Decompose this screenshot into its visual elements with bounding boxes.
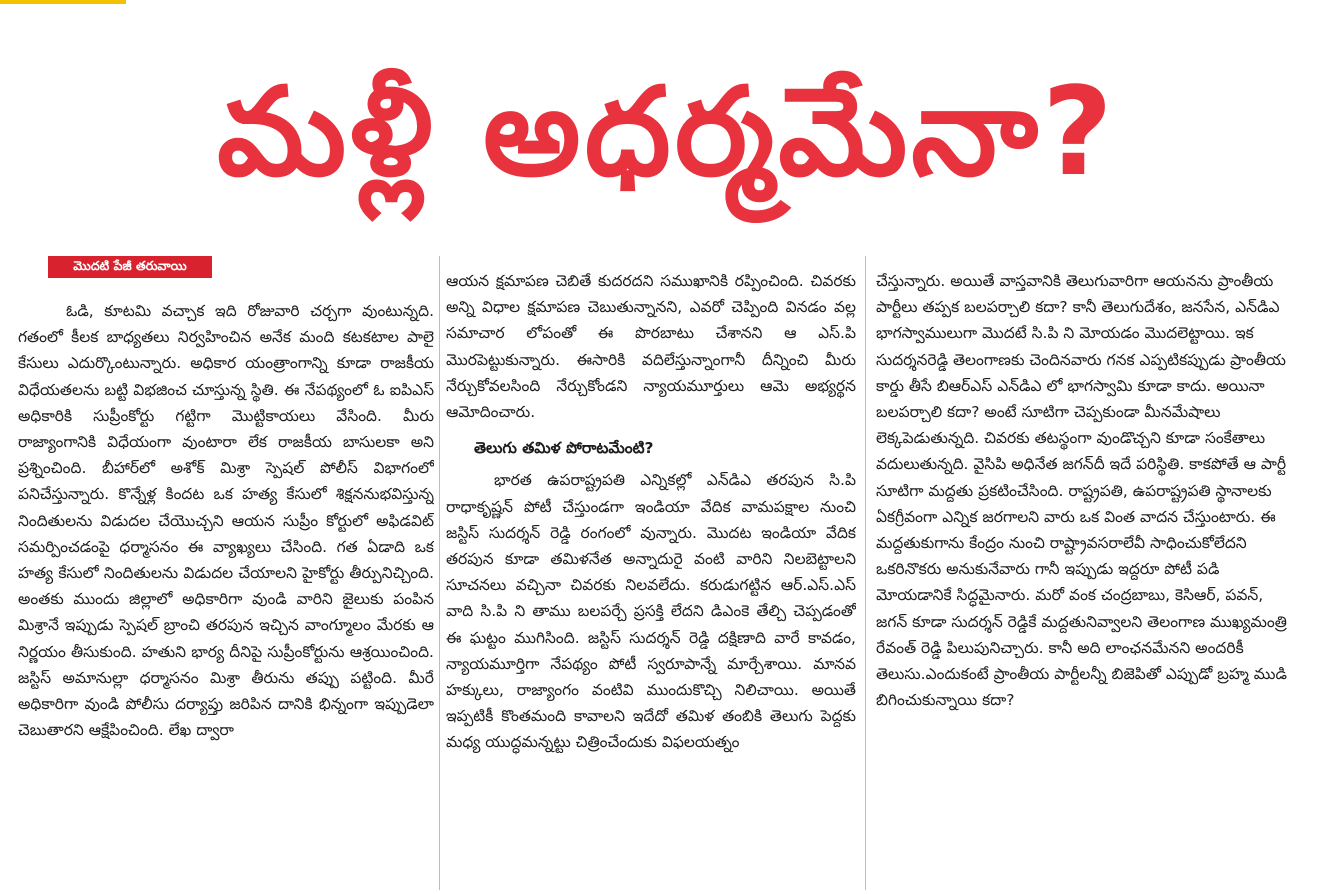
section-subheading: తెలుగు తమిళ పోరాటమేంటి? — [474, 439, 654, 458]
corner-tab — [0, 0, 126, 4]
column-1-paragraph: ఓడి, కూటమి వచ్చాక ఇది రోజువారి చర్చగా వుంటున్నది. గతంలో కీలక బాధ్యతలు నిర్వహించిన అనేక మంది కటకటాల పాలై కేసులు ఎదుర్కొంటున్నారు. అధికార యంత్రాంగాన్ని కూడా రాజకీయ విధేయతలను బట్టి విభజించ చూస్తున్న స్థితి. ఈ నేపథ్యంలో ఓ ఐపిఎస్ అధికారికి సుప్రీంకోర్టు గట్టిగా మొట్టికాయలు వేసింది. మీరు రాజ్యాంగానికి విధేయంగా వుంటారా లేక రాజకీయ బాసులకా అని ప్రశ్నించింది. బీహార్‌లో అశోక్ మిశ్రా స్పెషల్ పోలీస్ విభాగంలో పనిచేస్తున్నారు. కొన్నేళ్ల కిందట ఒక హత్య కేసులో శిక్షననుభవిస్తున్న నిందితులను విడుదల చేయొచ్చని ఆయన సుప్రీం కోర్టులో అఫిడవిట్ సమర్పించడంపై ధర్మాసనం ఈ వ్యాఖ్యలు చేసింది. గత ఏడాది ఒక హత్య కేసులో నిందితులను విడుదల చేయాలని హైకోర్టు తీర్పునిచ్చింది. అంతకు ముందు జిల్లాలో అధికారిగా వుండి వారిని జైలుకు పంపిన మిశ్రానే ఇప్పుడు స్పెషల్ బ్రాంచి తరపున ఇచ్చిన వాంగ్మూలం మేరకు ఆ నిర్ణయం తీసుకుంది. హతుని భార్య దీనిపై సుప్రీంకోర్టును ఆశ్రయించింది. జస్టిస్ అమానుల్లా ధర్మాసనం మిశ్రా తీరును తప్పు పట్టింది. మీరే అధికారిగా వుండి పోలీసు దర్యాప్తు జరిపిన దానికి భిన్నంగా ఇప్పుడెలా చెబుతారని ఆక్షేపించింది. లేఖ ద్వారా — [18, 302, 434, 740]
column-divider — [439, 256, 440, 890]
column-2-paragraph: భారత ఉపరాష్ట్రపతి ఎన్నికల్లో ఎన్‌డిఎ తరపున సి.పి రాధాకృష్ణన్ పోటీ చేస్తుండగా ఇండియా వేదిక వామపక్షాల నుంచి జస్టిస్ సుదర్శన్ రెడ్డి రంగంలో వున్నారు. మొదట ఇండియా వేదిక తరపున కూడా తమిళనేత అన్నాదురై వంటి వారిని నిలబెట్టాలని సూచనలు వచ్చినా చివరకు నిలవలేదు. కరుడుగట్టిన ఆర్.ఎస్.ఎస్ వాది సి.పి ని తాము బలపర్చే ప్రసక్తి లేదని డిఎంకె తేల్చి చెప్పడంతో ఈ ఘట్టం ముగిసింది. జస్టిస్ సుదర్శన్ రెడ్డి దక్షిణాది వారే కావడం, న్యాయమూర్తిగా నేపథ్యం పోటీ స్వరూపాన్నే మార్చేశాయి. మానవ హక్కులు, రాజ్యాంగం వంటివి ముందుకొచ్చి నిలిచాయి. అయితే ఇప్పటికీ కొంతమంది కావాలని ఇదేదో తమిళ తంబికి తెలుగు పెద్దకు మధ్య యుద్ధమన్నట్టు చిత్రించేందుకు విఫలయత్నం — [446, 471, 856, 752]
article-column-2 — [446, 268, 856, 890]
continued-from-front-page-tag: మొదటి పేజీ తరువాయి — [48, 256, 212, 278]
article-column-3 — [876, 268, 1298, 890]
column-3-paragraph: చేస్తున్నారు. అయితే వాస్తవానికి తెలుగువారిగా ఆయనను ప్రాంతీయ పార్టీలు తప్పక బలపర్చాలి కదా? కానీ తెలుగుదేశం, జనసేన, ఎన్‌డిఎ భాగస్వాములుగా మొదటే సి.పి ని మోయడం మొదలెట్టాయి. ఇక సుదర్శనరెడ్డి తెలంగాణకు చెందినవారు గనక ఎప్పటికప్పుడు ప్రాంతీయ కార్డు తీసే బిఆర్ఎస్ ఎన్‌డిఎ లో భాగస్వామి కూడా కాదు. అయినా బలపర్చాలి కదా? అంటే సూటిగా చెప్పకుండా మీనమేషాలు లెక్కపెడుతున్నది. చివరకు తటస్థంగా వుండొచ్చని కూడా సంకేతాలు వదులుతున్నది. వైసిపి అధినేత జగన్‌దీ ఇదే పరిస్థితి. కాకపోతే ఆ పార్టీ సూటిగా మద్దతు ప్రకటించేసింది. రాష్ట్రపతి, ఉపరాష్ట్రపతి స్థానాలకు ఏకగ్రీవంగా ఎన్నిక జరగాలని వారు ఒక వింత వాదన చేస్తుంటారు. ఈ మద్దతుకుగాను కేంద్రం నుంచి రాష్ట్రావసరాలేవీ సాధించుకోలేదని ఒకరినొకరు అనుకునేవారు గానీ ఇప్పుడు ఇద్దరూ పోటీ పడి మోయడానికే సిద్ధమైనారు. మరో వంక చంద్రబాబు, కెసిఆర్, పవన్, జగన్ కూడా సుదర్శన్ రెడ్డికే మద్దతునివ్వాలని తెలంగాణ ముఖ్యమంత్రి రేవంత్ రెడ్డి పిలుపునిచ్చారు. కానీ అది లాంఛనమేనని అందరికీ తెలుసు.ఎందుకంటే ప్రాంతీయ పార్టీలన్నీ బిజెపితో ఎప్పుడో బ్రహ్మ ముడి బిగించుకున్నాయి కదా? — [876, 272, 1287, 710]
article-column-1 — [18, 298, 434, 890]
column-2-paragraph: ఆయన క్షమాపణ చెబితే కుదరదని సముఖానికి రప్పించింది. చివరకు అన్ని విధాల క్షమాపణ చెబుతున్నానని, ఎవరో చెప్పింది వినడం వల్ల సమాచార లోపంతో ఈ పొరబాటు చేశానని ఆ ఎస్.పి మొరపెట్టుకున్నారు. ఈసారికి వదిలేస్తున్నాంగానీ దీన్నించి మీరు నేర్చుకోవలసింది నేర్చుకోండని న్యాయమూర్తులు ఆమె అభ్యర్థన ఆమోదించారు. — [446, 272, 856, 422]
column-divider — [865, 256, 866, 890]
headline: మళ్లీ అధర్మమేనా? — [217, 61, 1117, 203]
